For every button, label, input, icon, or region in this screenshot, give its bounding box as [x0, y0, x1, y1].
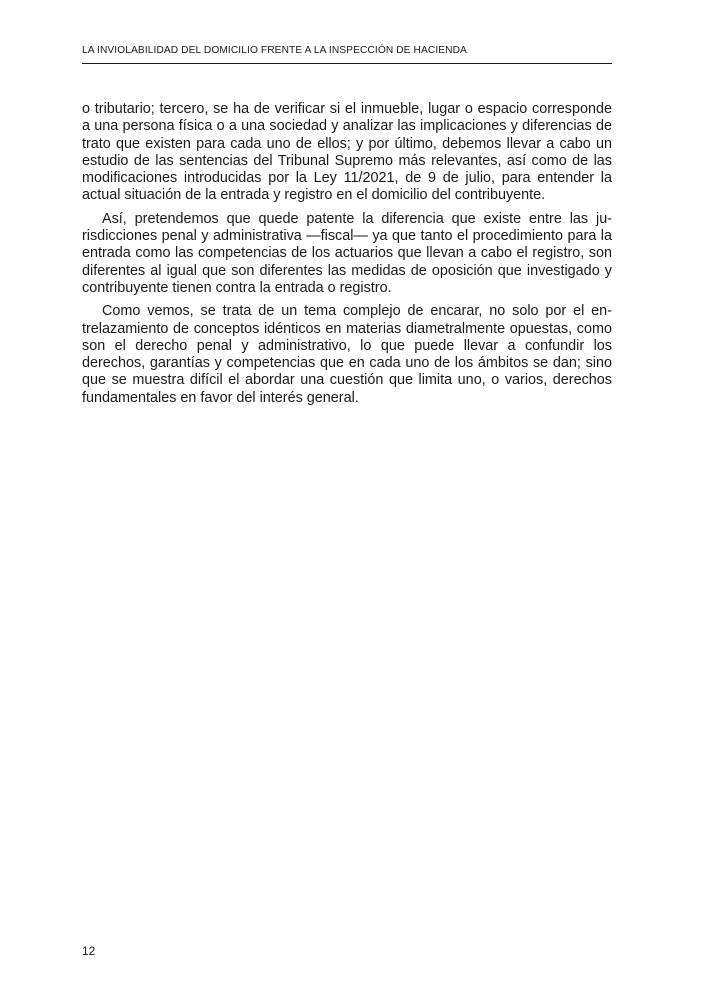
paragraph-jurisdictions: Así, pretendemos que quede patente la diferencia que existe entre las jurisdicciones penal y administrativa —fiscal— ya que tanto el procedimiento para la entrada como las competencias de los actuarios que llevan a cabo el registro, son diferentes al igual que son diferentes las medidas de oposición que investigado y contribuyente tienen contra la entrada o registro.	[82, 210, 612, 296]
paragraph-continuation: o tributario; tercero, se ha de verificar si el inmueble, lugar o espacio corresponde a una persona física o a una sociedad y analizar las implicaciones y diferencias de trato que existen para cada uno de ellos; y por último, debemos llevar a cabo un estudio de las sentencias del Tribunal Supremo más relevantes, así como de las modificaciones introducidas por la Ley 11/2021, de 9 de julio, para entender la actual situación de la entrada y registro en el domicilio del contribuyente.	[82, 101, 612, 204]
paragraph-complexity: Como vemos, se trata de un tema complejo de encarar, no solo por el entrelazamiento de conceptos idénticos en materias diametralmente opuestas, como son el derecho penal y administrativo, lo que puede llevar a confundir los derechos, garantías y competencias que en cada uno de los ámbitos se dan; sino que se muestra difícil el abordar una cuestión que limita uno, o varios, derechos fundamentales en favor del interés general.	[82, 303, 612, 406]
body-text	[82, 101, 612, 413]
page-number: 12	[82, 944, 96, 958]
running-header: LA INVIOLABILIDAD DEL DOMICILIO FRENTE A LA INSPECCIÓN DE HACIENDA	[82, 44, 612, 64]
